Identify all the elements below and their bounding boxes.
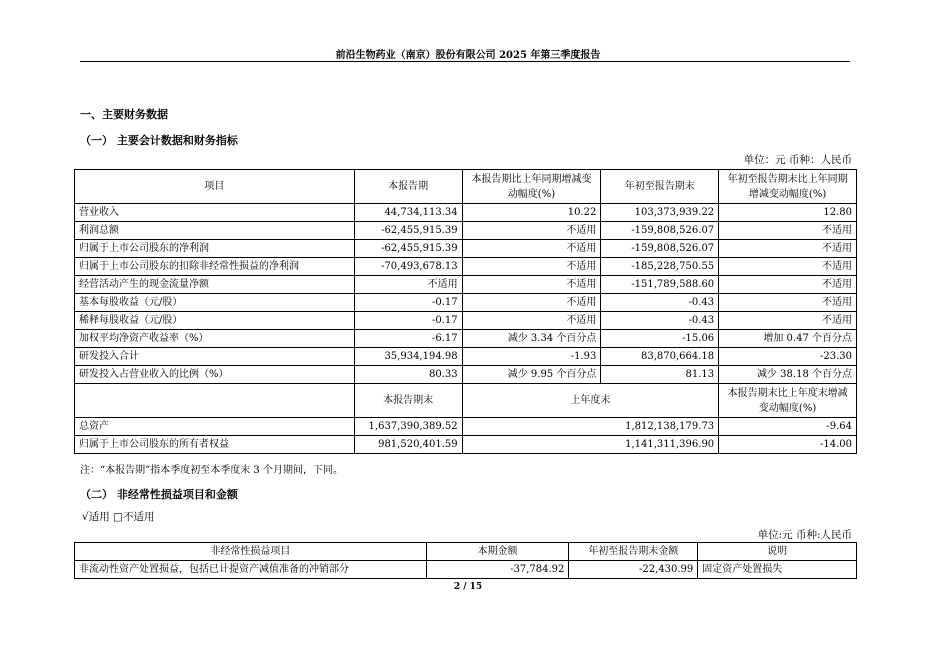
row-label: 加权平均净资产收益率（%） xyxy=(75,330,355,348)
table-cell: 不适用 xyxy=(462,312,601,330)
row-label: 归属于上市公司股东的净利润 xyxy=(75,240,355,258)
table-cell: -14.00 xyxy=(719,436,857,454)
subsection-title: （一） 主要会计数据和财务指标 xyxy=(80,134,238,147)
row-label: 非流动性资产处置损益，包括已计提资产减值准备的冲销部分 xyxy=(75,561,427,579)
table-cell: 44,734,113.34 xyxy=(354,204,462,222)
table-cell: 80.33 xyxy=(354,366,462,384)
table-cell: 81.13 xyxy=(601,366,719,384)
table-cell: -0.17 xyxy=(354,294,462,312)
table-row xyxy=(75,418,857,436)
row-label: 研发投入合计 xyxy=(75,348,355,366)
table-cell: -22,430.99 xyxy=(569,561,698,579)
table-cell: -62,455,915.39 xyxy=(354,240,462,258)
table-cell: 981,520,401.59 xyxy=(354,436,462,454)
table-header-cell: 本报告期 xyxy=(354,170,462,204)
table-cell: 不适用 xyxy=(462,222,601,240)
table-cell: -62,455,915.39 xyxy=(354,222,462,240)
table-row xyxy=(75,312,857,330)
table-cell: 不适用 xyxy=(354,276,462,294)
non-recurring-items-table xyxy=(74,542,857,579)
table-header-cell: 项目 xyxy=(75,170,355,204)
table-cell: -159,808,526.07 xyxy=(601,222,719,240)
table-cell: 不适用 xyxy=(719,240,857,258)
table-cell: 1,637,390,389.52 xyxy=(354,418,462,436)
row-label: 利润总额 xyxy=(75,222,355,240)
table-cell: -9.64 xyxy=(719,418,857,436)
header-divider xyxy=(80,61,850,62)
table-cell: 83,870,664.18 xyxy=(601,348,719,366)
table-cell: -23.30 xyxy=(719,348,857,366)
table-cell: 固定资产处置损失 xyxy=(698,561,857,579)
table-cell: 不适用 xyxy=(719,258,857,276)
table-cell: 12.80 xyxy=(719,204,857,222)
table-row xyxy=(75,436,857,454)
table-row xyxy=(75,258,857,276)
table-header-cell: 年初至报告期末比上年同期增减变动幅度(%) xyxy=(719,170,857,204)
table-cell: -0.43 xyxy=(601,312,719,330)
table-cell: 不适用 xyxy=(462,294,601,312)
table-cell: 增加 0.47 个百分点 xyxy=(719,330,857,348)
table-cell: -6.17 xyxy=(354,330,462,348)
table-cell: -1.93 xyxy=(462,348,601,366)
table-cell: 减少 3.34 个百分点 xyxy=(462,330,601,348)
table-row xyxy=(75,294,857,312)
table-cell: -37,784.92 xyxy=(426,561,569,579)
table-header-cell: 年初至报告期末 xyxy=(601,170,719,204)
table-row xyxy=(75,204,857,222)
table-cell: -185,228,750.55 xyxy=(601,258,719,276)
applicability-checkbox-text: √适用 □不适用 xyxy=(82,511,155,523)
table-header-cell: 非经常性损益项目 xyxy=(75,543,427,561)
table-cell: 不适用 xyxy=(719,294,857,312)
table-cell: 不适用 xyxy=(719,276,857,294)
table-row xyxy=(75,366,857,384)
table-header-cell: 本期金额 xyxy=(426,543,569,561)
row-label: 归属于上市公司股东的扣除非经常性损益的净利润 xyxy=(75,258,355,276)
table-row xyxy=(75,222,857,240)
table-header-cell: 上年度末 xyxy=(462,384,719,418)
table-cell: 35,934,194.98 xyxy=(354,348,462,366)
table-cell: 10.22 xyxy=(462,204,601,222)
row-label: 研发投入占营业收入的比例（%） xyxy=(75,366,355,384)
table-header-row xyxy=(75,543,857,561)
row-label: 稀释每股收益（元/股） xyxy=(75,312,355,330)
page-header: 前沿生物药业（南京）股份有限公司 2025 年第三季度报告 xyxy=(335,50,601,61)
row-label: 基本每股收益（元/股） xyxy=(75,294,355,312)
unit-label: 单位:元 币种:人民币 xyxy=(757,529,852,541)
table-subheader-row xyxy=(75,384,857,418)
table-row xyxy=(75,330,857,348)
table-cell: -151,789,588.60 xyxy=(601,276,719,294)
table-header-cell xyxy=(75,384,355,418)
page-number: 2 / 15 xyxy=(453,582,483,592)
table-cell: 减少 9.95 个百分点 xyxy=(462,366,601,384)
subsection-title: （二） 非经常性损益项目和金额 xyxy=(80,488,238,501)
table-cell: -0.43 xyxy=(601,294,719,312)
table-cell: 不适用 xyxy=(462,276,601,294)
section-title: 一、主要财务数据 xyxy=(80,108,168,121)
row-label: 归属于上市公司股东的所有者权益 xyxy=(75,436,355,454)
row-label: 总资产 xyxy=(75,418,355,436)
table-row xyxy=(75,348,857,366)
table-cell: 减少 38.18 个百分点 xyxy=(719,366,857,384)
table-cell: 不适用 xyxy=(462,240,601,258)
financial-data-table xyxy=(74,169,857,454)
table-cell: 1,812,138,179.73 xyxy=(462,418,719,436)
unit-label: 单位：元 币种：人民币 xyxy=(743,154,852,166)
table-header-cell: 说明 xyxy=(698,543,857,561)
table-row xyxy=(75,561,857,579)
table-cell: 不适用 xyxy=(462,258,601,276)
table-header-cell: 本报告期末 xyxy=(354,384,462,418)
table-cell: 不适用 xyxy=(719,222,857,240)
table-row xyxy=(75,240,857,258)
table-header-cell: 年初至报告期末金额 xyxy=(569,543,698,561)
table-note: 注：“本报告期”指本季度初至本季度末 3 个月期间，下同。 xyxy=(80,465,343,476)
table-header-cell: 本报告期比上年同期增减变动幅度(%) xyxy=(462,170,601,204)
table-header-row xyxy=(75,170,857,204)
table-cell: 不适用 xyxy=(719,312,857,330)
table-cell: -0.17 xyxy=(354,312,462,330)
table-cell: 1,141,311,396.90 xyxy=(462,436,719,454)
table-cell: 103,373,939.22 xyxy=(601,204,719,222)
row-label: 经营活动产生的现金流量净额 xyxy=(75,276,355,294)
table-cell: -70,493,678.13 xyxy=(354,258,462,276)
table-row xyxy=(75,276,857,294)
table-header-cell: 本报告期末比上年度末增减变动幅度(%) xyxy=(719,384,857,418)
table-cell: -15.06 xyxy=(601,330,719,348)
table-cell: -159,808,526.07 xyxy=(601,240,719,258)
row-label: 营业收入 xyxy=(75,204,355,222)
